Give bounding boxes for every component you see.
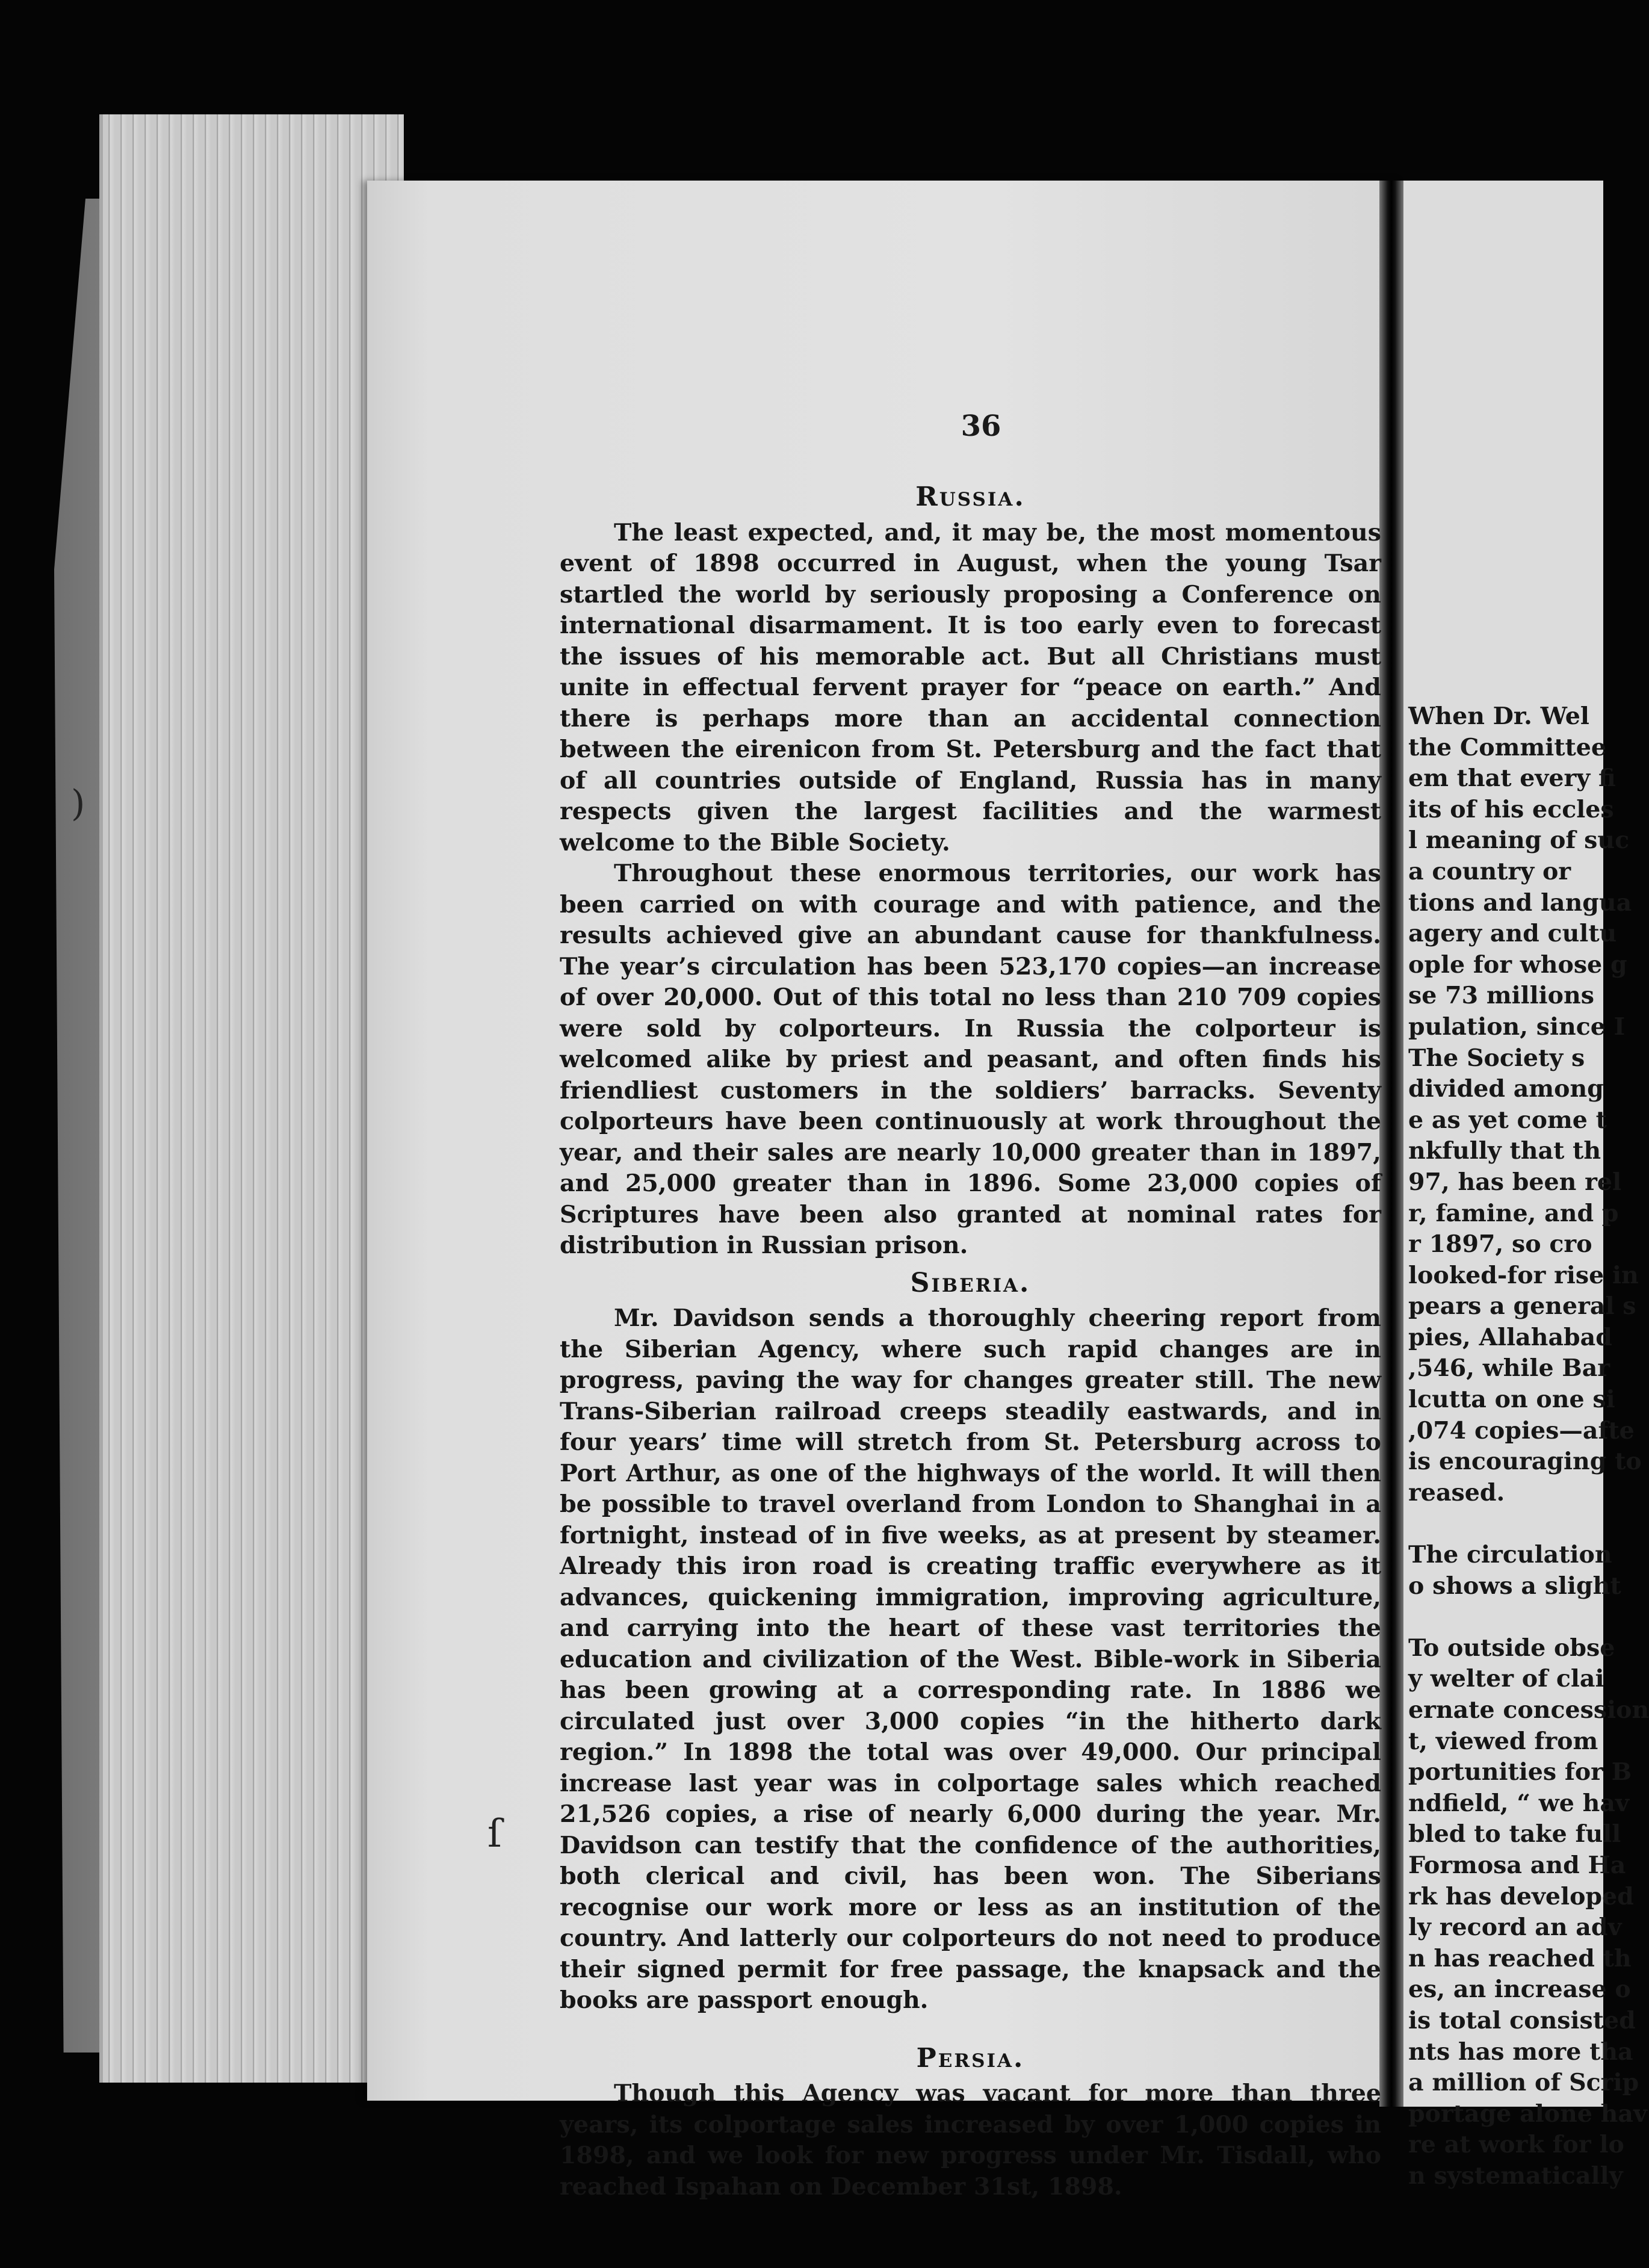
right-page [1403,181,1649,2190]
right-column-line: nkfully that th [1408,1137,1601,1165]
right-column-line: portage alone hav [1408,2099,1647,2128]
right-column-line: looked-for rise in [1408,1261,1639,1289]
right-column-line: em that every fi [1408,764,1616,793]
right-column-line: ndfield, “ we hav [1408,1789,1629,1817]
right-column-line: bled to take full [1408,1820,1621,1848]
paragraph: Throughout these enormous territories, our work has been carried on with courage and with patience, and the results achieved give an abundant cause for thankfulness. The year’s circulation has been 523,170 copies—an increase of over 20,000. Out of this total no less than 210 709 copies were sold by colporteurs. In Russia the colporteur is welcomed alike by priest and peasant, and often finds his friendliest customers in the soldiers’ barracks. Seventy colporteurs have been continuously at work throughout the year, and their sales are nearly 10,000 greater than in 1897, and 25,000 greater than in 1896. Some 23,000 copies of Scriptures have been also granted at nominal rates for distribution in Russian prison. [560,860,1381,1259]
right-column-line: The Society s [1408,1044,1585,1072]
right-column-line: agery and cultu [1408,920,1617,948]
right-column-line: divided among [1408,1075,1604,1103]
right-column-line: l meaning of suc [1408,826,1630,855]
margin-pencil-mark: ) [71,782,85,825]
right-column-line: pears a general s [1408,1292,1636,1321]
right-column-line: e as yet come t [1408,1106,1607,1134]
right-column-line: When Dr. Wel [1408,702,1589,730]
right-column-line: lcutta on one si [1408,1386,1615,1414]
paragraph: Mr. Davidson sends a thoroughly cheering report from the Siberian Agency, where such rapid changes are in progress, paving the way for changes greater still. The new Trans-Siberian railroad creeps steadily eastwards, and in four years’ time will stretch from St. Petersburg across to Port Arthur, as one of the highways of the world. It will then be possible to travel overland from London to Shanghai in a fortnight, instead of in five weeks, as at present by steamer. Already this iron road is creating traffic everywhere as it advances, quickening immigration, improving agriculture, and carrying into the heart of these vast territories the education and civilization of the West. Bible-work in Siberia has been growing at a corresponding rate. In 1886 we circulated just over 3,000 copies “in the hitherto dark region.” In 1898 the total was over 49,000. Our principal increase last year was in colportage sales which reached 21,526 copies, a rise of nearly 6,000 during the year. Mr. Davidson can testify that the confidence of the authorities, both clerical and civil, has been won. The Siberians recognise our work more or less as an institution of the country. And latterly our colporteurs do not need to produce their signed permit for free passage, the knapsack and the books are passport enough. [560,1304,1381,2014]
right-column-line: es, an increase o [1408,1975,1631,2004]
book-spine-gutter [1379,181,1403,2107]
margin-bracket-mark: ſ [487,1812,502,1856]
right-column-line: y welter of clai [1408,1665,1604,1693]
section-spacer [560,2016,1381,2037]
right-column-line: o shows a slight [1408,1572,1621,1600]
left-column [560,476,1381,2202]
section-heading-siberia: Siberia. [910,1267,1031,1298]
page-stack-edges [99,114,404,2083]
right-column-line: n systematically [1408,2161,1623,2190]
right-column-line: its of his eccles [1408,795,1614,823]
right-column-line: n has reached th [1408,1944,1632,1972]
right-column-line: reased. [1408,1478,1505,1507]
right-column-line: re at work for lo [1408,2131,1624,2159]
section-heading-russia: Russia. [915,482,1026,512]
right-column-line: portunities for B [1408,1758,1632,1786]
right-column-line: is encouraging to [1408,1448,1642,1476]
right-column-line: is total consisted [1408,2006,1636,2034]
right-column-line: Formosa and Ha [1408,1851,1626,1879]
right-column-line: The circulation [1408,1541,1612,1569]
right-column-line: 97, has been rel [1408,1168,1622,1196]
page-number: 36 [961,409,1001,443]
right-column-line: ernate concession [1408,1696,1649,1724]
right-column-text [1408,701,1649,2192]
right-column-line: the Committee [1408,733,1606,761]
right-column-line: rk has developed [1408,1882,1634,1910]
right-column-line: ,546, while Bar [1408,1354,1610,1383]
right-column-line: To outside obse [1408,1634,1615,1662]
right-column-line [1408,1602,1625,1633]
right-column-line: ,074 copies—afte [1408,1416,1635,1445]
right-column-line: nts has more tha [1408,2037,1633,2066]
right-column-line: pies, Allahabad [1408,1323,1612,1351]
right-column-line: r, famine, and p [1408,1199,1619,1227]
right-column-line: a million of Scrip [1408,2069,1639,2097]
right-column-line: ople for whose g [1408,950,1627,979]
right-column-line: t, viewed from [1408,1727,1598,1755]
right-column-line: pulation, since I [1408,1012,1626,1041]
paragraph: The least expected, and, it may be, the most momentous event of 1898 occurred in August, when the young Tsar startled the world by seriously proposing a Conference on international disarmament. It is too early even to forecast the issues of his memorable act. But all Christians must unite in effectual fervent prayer for “peace on earth.” And there is perhaps more than an accidental connection between the eirenicon from St. Petersburg and the fact that of all countries outside of England, Russia has in many respects given the largest facilities and the warmest welcome to the Bible Society. [560,518,1381,857]
right-column-line: se 73 millions [1408,982,1594,1010]
paragraph: Though this Agency was vacant for more than three years, its colportage sales increased by over 1,000 copies in 1898, and we look for new progress under Mr. Tisdall, who reached Ispahan on December 31st, 1898. [560,2080,1381,2201]
section-heading-persia: Persia. [916,2042,1025,2074]
right-column-line: a country or [1408,857,1571,885]
right-column-line [1408,1508,1625,1540]
right-column-line: r 1897, so cro [1408,1230,1592,1259]
right-column-line: tions and langua [1408,888,1632,917]
right-column-line: ly record an adv [1408,1913,1622,1942]
